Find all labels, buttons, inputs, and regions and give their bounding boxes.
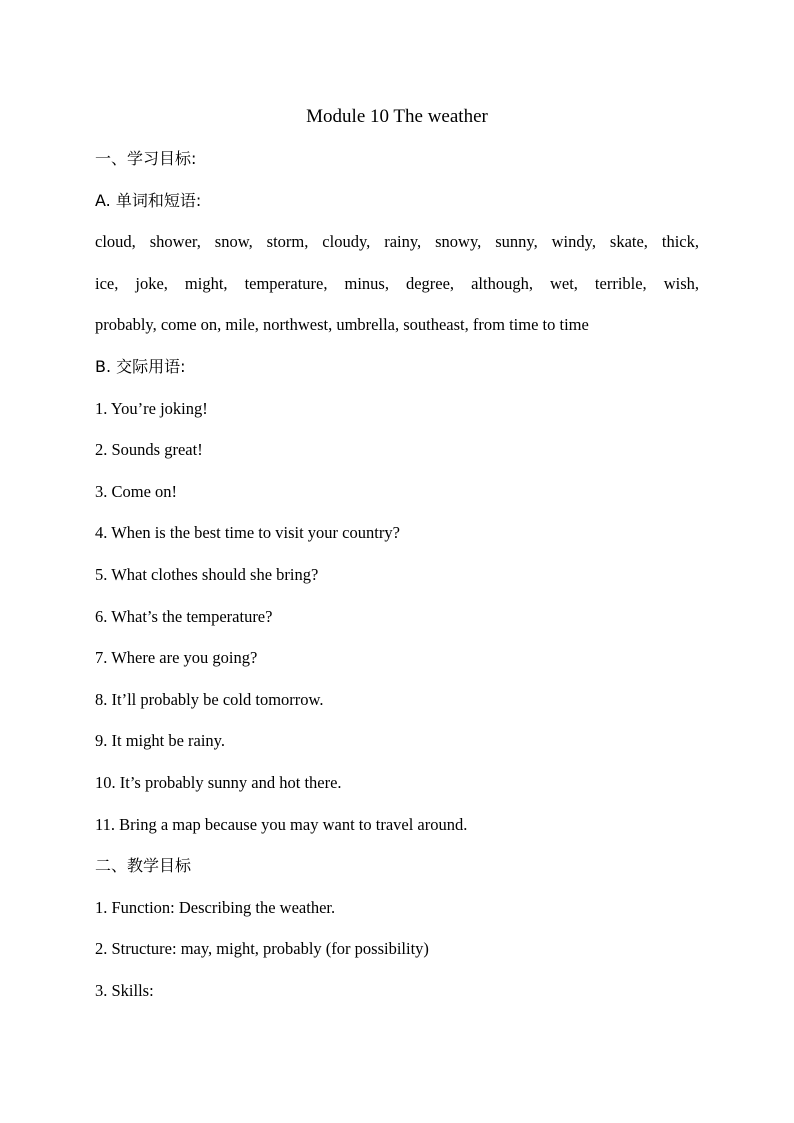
vocab-line: ice, joke, might, temperature, minus, degree, although, wet, terrible, wish, (95, 274, 699, 293)
phrase-item: 3. Come on! (95, 482, 178, 501)
phrase-item: 4. When is the best time to visit your country? (95, 523, 400, 542)
teaching-goal-item: 1. Function: Describing the weather. (95, 898, 336, 917)
vocab-line: cloud, shower, snow, storm, cloudy, rainy, snowy, sunny, windy, skate, thick, (95, 232, 699, 251)
teaching-goal-item: 3. Skills: (95, 981, 154, 1000)
phrases-heading: B. 交际用语: (95, 357, 186, 376)
section-heading-teaching-goals: 二、教学目标 (95, 856, 192, 875)
phrase-item: 1. You’re joking! (95, 399, 208, 418)
phrase-item: 7. Where are you going? (95, 648, 258, 667)
page-title: Module 10 The weather (306, 106, 488, 127)
phrase-item: 8. It’ll probably be cold tomorrow. (95, 690, 324, 709)
phrase-item: 2. Sounds great! (95, 440, 203, 459)
phrase-item: 9. It might be rainy. (95, 731, 225, 750)
vocab-heading: A. 单词和短语: (95, 191, 202, 210)
vocab-line: probably, come on, mile, northwest, umbrella, southeast, from time to time (95, 315, 589, 334)
phrase-item: 10. It’s probably sunny and hot there. (95, 773, 342, 792)
phrase-item: 5. What clothes should she bring? (95, 565, 319, 584)
teaching-goal-item: 2. Structure: may, might, probably (for possibility) (95, 939, 429, 958)
phrase-item: 6. What’s the temperature? (95, 607, 273, 626)
section-heading-learning-goals: 一、学习目标: (95, 149, 197, 168)
phrase-item: 11. Bring a map because you may want to travel around. (95, 815, 468, 834)
